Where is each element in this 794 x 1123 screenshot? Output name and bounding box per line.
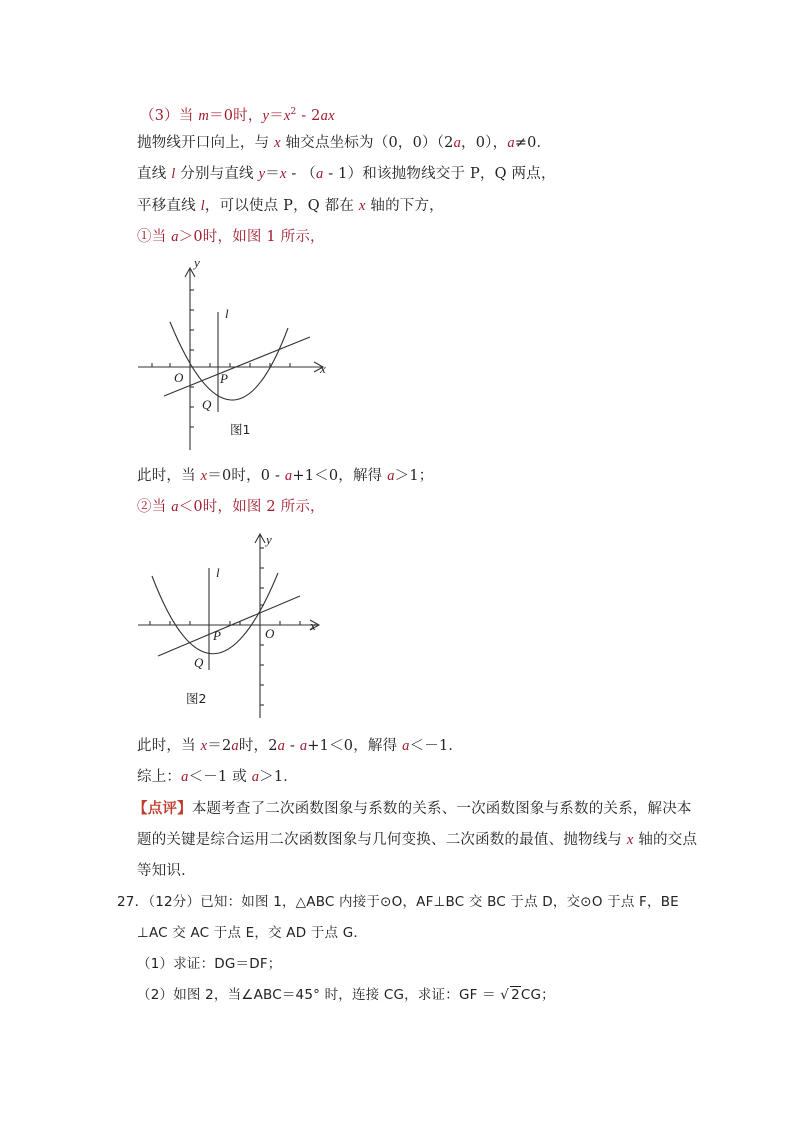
line-l-text: 直线 l 分别与直线 y＝x - （a - 1）和该抛物线交于 P，Q 两点，: [137, 166, 556, 182]
fig1-p-label: P: [220, 371, 228, 386]
comment-line-3: 等知识．: [137, 863, 196, 879]
fig2-l-label: l: [216, 565, 220, 580]
comment-tag: 【点评】: [133, 800, 192, 817]
figure-1: [130, 250, 340, 455]
translate-text: 平移直线 l，可以使点 P，Q 都在 x 轴的下方，: [137, 198, 444, 214]
summary-text: 综上：a＜－1 或 a＞1．: [137, 769, 298, 785]
fig2-y-label: y: [266, 532, 272, 547]
q27-line-2: ⊥AC 交 AC 于点 E，交 AD 于点 G．: [137, 925, 368, 941]
result1-text: 此时，当 x＝0时，0 - a+1＜0，解得 a＞1；: [137, 468, 434, 484]
q27-line-1: 27．（12分）已知：如图 1，△ABC 内接于⊙O，AF⊥BC 交 BC 于点 D，交⊙O 于点 F，BE: [117, 894, 679, 910]
fig2-x-label: x: [310, 618, 316, 633]
figure-2: [130, 528, 330, 723]
case2-text: ②当 a＜0时，如图 2 所示，: [137, 499, 325, 515]
fig1-o-label: O: [174, 370, 184, 385]
fig1-y-label: y: [194, 255, 200, 270]
parabola-line: 抛物线开口向上，与 x 轴交点坐标为（0，0）（2a，0），a≠0．: [137, 135, 552, 151]
fig2-q-label: Q: [194, 655, 204, 670]
q27-line-4: （2）如图 2，当∠ABC＝45° 时，连接 CG，求证：GF ＝ √ 2CG；: [137, 987, 555, 1003]
fig2-p-label: P: [213, 628, 221, 643]
comment-line-1: 【点评】本题考查了二次函数图象与系数的关系、一次函数图象与系数的关系，解决本: [133, 800, 692, 817]
fig1-x-label: x: [320, 361, 326, 376]
case1-text: ①当 a＞0时，如图 1 所示，: [137, 229, 325, 245]
fig2-o-label: O: [265, 626, 275, 641]
fig1-q-label: Q: [202, 397, 212, 412]
part3-heading: （3）当 m＝0时，$y=x^2 - 2ax$: [140, 107, 335, 124]
fig2-caption: 图2: [186, 691, 207, 706]
fig1-caption: 图1: [230, 422, 251, 437]
q27-line-3: （1）求证：DG＝DF；: [137, 956, 282, 972]
fig1-l-label: l: [225, 306, 229, 321]
sqrt-symbol: √ 2: [500, 987, 520, 1003]
comment-line-2: 题的关键是综合运用二次函数图象与几何变换、二次函数的最值、抛物线与 x 轴的交点: [137, 832, 698, 848]
result2-text: 此时，当 x＝2a时，2a - a+1＜0，解得 a＜－1．: [137, 738, 464, 754]
